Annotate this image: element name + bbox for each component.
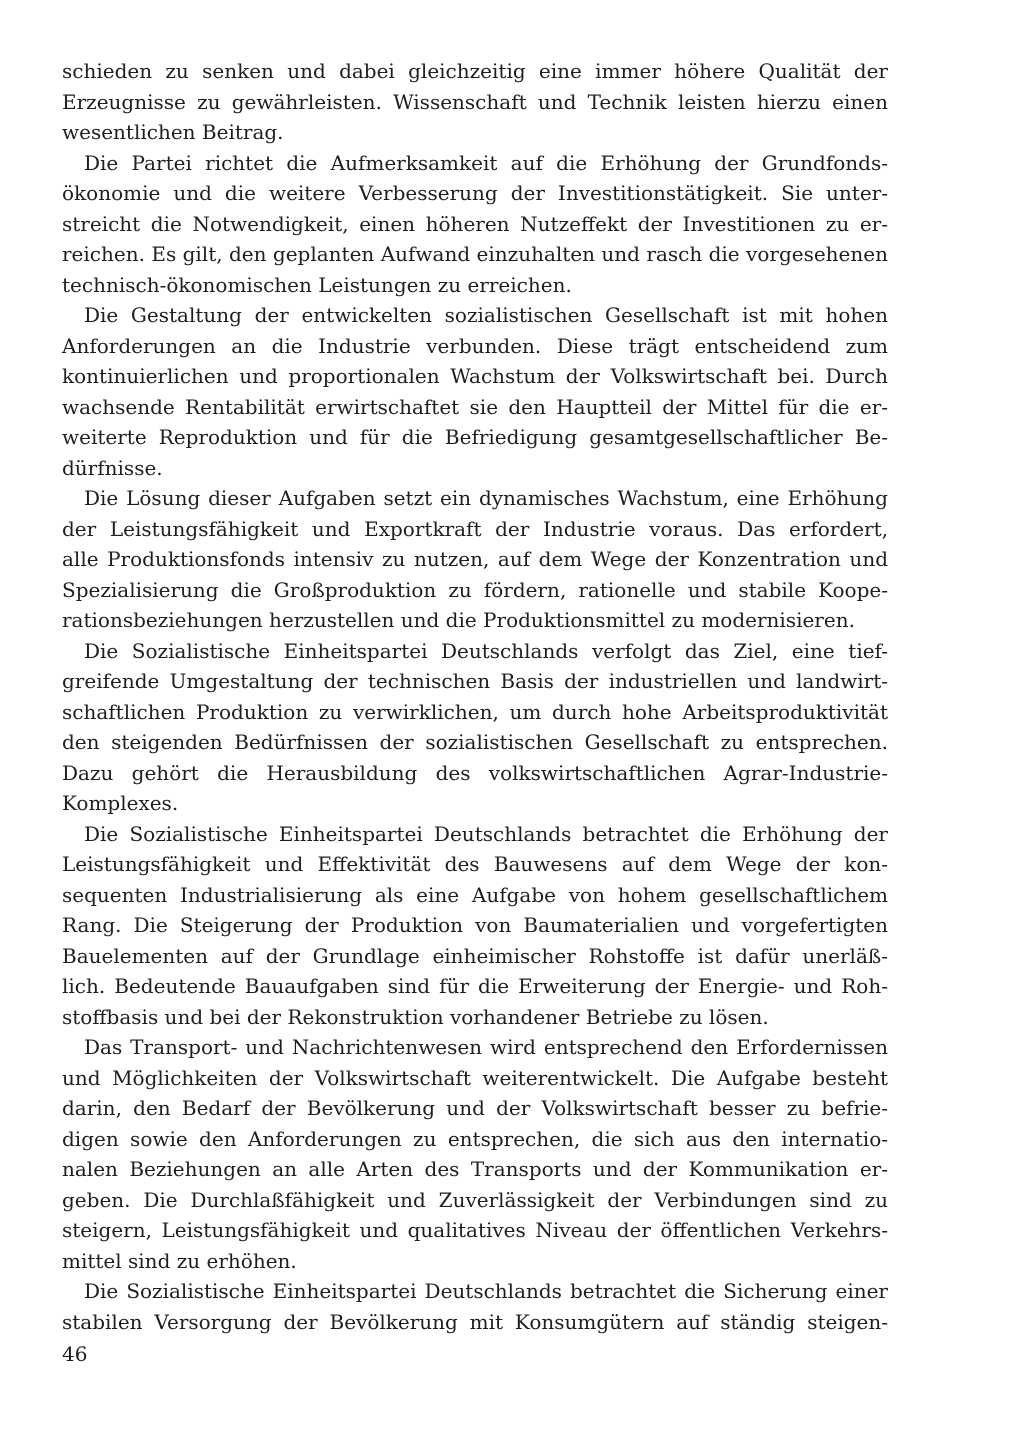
text-line: darin, den Bedarf der Bevölkerung und der Volkswirtschaft besser zu befrie- — [62, 1096, 888, 1120]
paragraph-5 — [62, 636, 888, 819]
text-line: Spezialisierung die Großproduktion zu fördern, rationelle und stabile Koope- — [62, 577, 888, 602]
text-line: Bauelementen auf der Grundlage einheimischer Rohstoffe ist dafür unerläß- — [62, 943, 888, 968]
text-line: geben. Die Durchlaßfähigkeit und Zuverlässigkeit der Verbindungen sind zu — [62, 1187, 888, 1212]
text-line: Dazu gehört die Herausbildung des volkswirtschaftlichen Agrar-Industrie- — [62, 760, 888, 785]
text-line: Die Sozialistische Einheitspartei Deutschlands betrachtet die Sicherung einer — [84, 1279, 888, 1303]
text-line: wachsende Rentabilität erwirtschaftet sie den Hauptteil der Mittel für die er- — [62, 394, 888, 419]
text-line: Erzeugnisse zu gewährleisten. Wissenschaft und Technik leisten hierzu einen — [62, 89, 888, 114]
text-line: stabilen Versorgung der Bevölkerung mit Konsumgütern auf ständig steigen- — [62, 1309, 888, 1334]
paragraph-2 — [62, 148, 888, 301]
text-line: Komplexes. — [62, 791, 179, 815]
text-line: sequenten Industrialisierung als eine Aufgabe von hohem gesellschaftlichem — [62, 882, 888, 907]
text-line: Das Transport- und Nachrichtenwesen wird entsprechend den Erfordernissen — [84, 1035, 888, 1059]
text-line: stoffbasis und bei der Rekonstruktion vorhandener Betriebe zu lösen. — [62, 1004, 769, 1029]
text-line: weiterte Reproduktion und für die Befriedigung gesamtgesellschaftlicher Be- — [62, 425, 888, 449]
text-line: digen sowie den Anforderungen zu entsprechen, die sich aus den internatio- — [62, 1126, 888, 1151]
text-line: steigern, Leistungsfähigkeit und qualitatives Niveau der öffentlichen Verkehrs- — [62, 1218, 888, 1242]
text-line: Die Sozialistische Einheitspartei Deutschlands verfolgt das Ziel, eine tief- — [84, 638, 888, 663]
text-line: Rang. Die Steigerung der Produktion von Baumaterialien und vorgefertigten — [62, 913, 888, 937]
text-line: Die Sozialistische Einheitspartei Deutschlands betrachtet die Erhöhung der — [84, 821, 888, 846]
text-line: nalen Beziehungen an alle Arten des Transports und der Kommunikation er- — [62, 1157, 888, 1181]
text-line: Die Gestaltung der entwickelten sozialistischen Gesellschaft ist mit hohen — [84, 303, 888, 327]
text-line: dürfnisse. — [62, 455, 163, 480]
paragraph-4 — [62, 483, 888, 636]
text-line: greifende Umgestaltung der technischen Basis der industriellen und landwirt- — [62, 669, 888, 693]
text-line: Anforderungen an die Industrie verbunden. Diese trägt entscheidend zum — [62, 333, 888, 358]
text-line: kontinuierlichen und proportionalen Wachstum der Volkswirtschaft bei. Durch — [62, 364, 888, 388]
text-line: den steigenden Bedürfnissen der sozialistischen Gesellschaft zu entsprechen. — [62, 730, 888, 754]
text-line: und Möglichkeiten der Volkswirtschaft weiterentwickelt. Die Aufgabe besteht — [62, 1065, 888, 1090]
paragraph-7 — [62, 1032, 888, 1276]
text-line: schieden zu senken und dabei gleichzeitig eine immer höhere Qualität der — [62, 59, 888, 83]
page-number: 46 — [62, 1342, 88, 1366]
paragraph-8 — [62, 1276, 888, 1337]
paragraph-6 — [62, 819, 888, 1033]
text-line: mittel sind zu erhöhen. — [62, 1248, 297, 1273]
text-line: Die Lösung dieser Aufgaben setzt ein dynamisches Wachstum, eine Erhöhung — [84, 486, 888, 510]
text-line: Leistungsfähigkeit und Effektivität des Bauwesens auf dem Wege der kon- — [62, 852, 888, 876]
paragraph-1 — [62, 56, 888, 148]
text-line: rationsbeziehungen herzustellen und die Produktionsmittel zu modernisieren. — [62, 608, 855, 632]
text-line: ökonomie und die weitere Verbesserung der Investitionstätigkeit. Sie unter- — [62, 181, 888, 205]
page-body — [62, 56, 888, 1337]
text-line: wesentlichen Beitrag. — [62, 120, 284, 144]
text-line: reichen. Es gilt, den geplanten Aufwand einzuhalten und rasch die vorgesehenen — [62, 242, 888, 266]
text-line: der Leistungsfähigkeit und Exportkraft der Industrie voraus. Das erfordert, — [62, 516, 888, 541]
text-line: lich. Bedeutende Bauaufgaben sind für die Erweiterung der Energie- und Roh- — [62, 974, 888, 998]
text-line: alle Produktionsfonds intensiv zu nutzen, auf dem Wege der Konzentration und — [62, 547, 888, 571]
text-line: Die Partei richtet die Aufmerksamkeit auf die Erhöhung der Grundfonds- — [84, 150, 888, 175]
paragraph-3 — [62, 300, 888, 483]
text-line: schaftlichen Produktion zu verwirklichen, um durch hohe Arbeitsproduktivität — [62, 699, 888, 724]
text-line: technisch-ökonomischen Leistungen zu erreichen. — [62, 272, 572, 297]
text-line: streicht die Notwendigkeit, einen höheren Nutzeffekt der Investitionen zu er- — [62, 211, 888, 236]
